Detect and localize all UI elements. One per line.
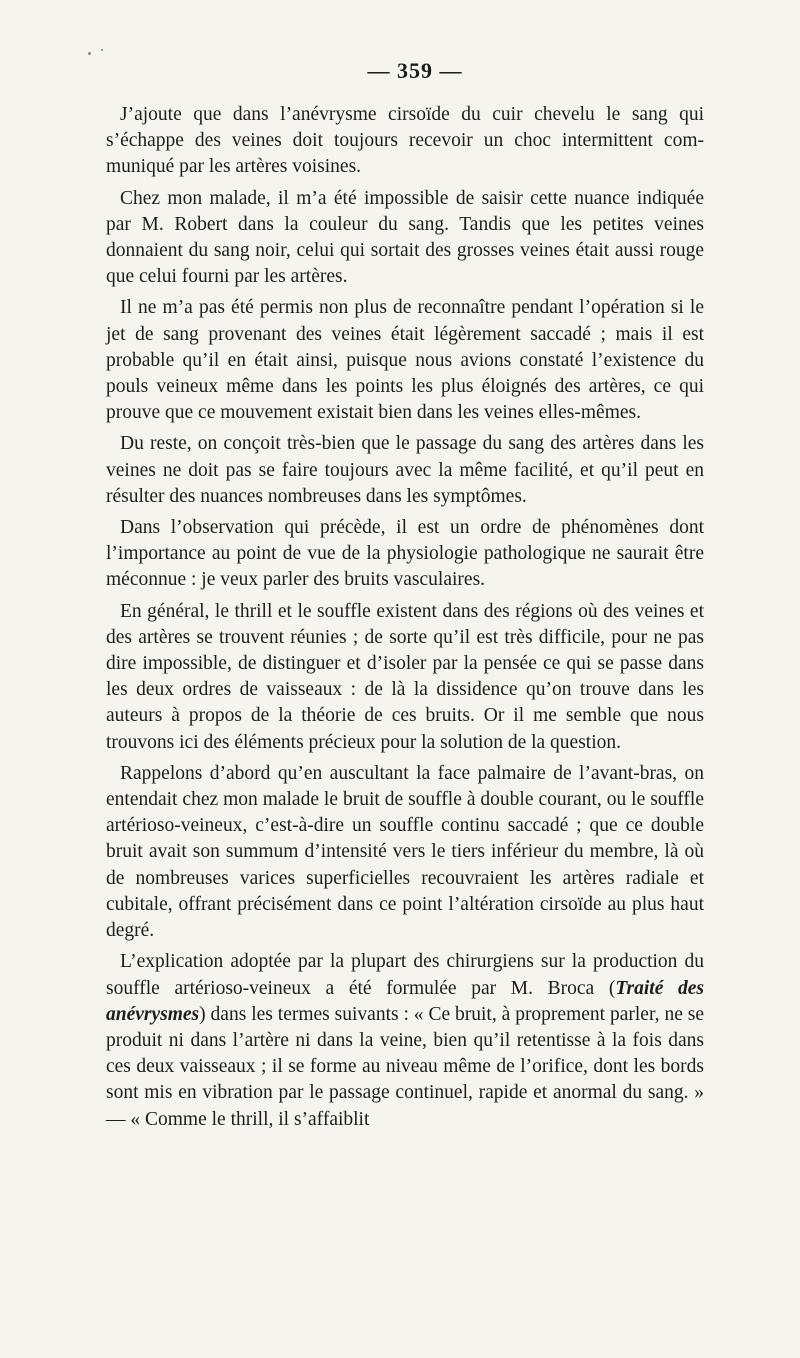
paragraph: Rappelons d’abord qu’en auscultant la face palmaire de l’avant-bras, on entendait chez mon malade le bruit de souffle à double courant, ou le souffle artérioso-veineux, c’est-à-dire un souffle continu saccadé ; que ce double bruit avait son summum d’intensité vers le tiers inférieur du membre, là où de nombreuses varices superficielles recouvraient les artères radiale et cubitale, offrant précisément dans ce point l’altération cirsoïde au plus haut degré. <box>106 762 704 942</box>
page-number: — 359 — <box>367 58 463 83</box>
paragraph: L’explication adoptée par la plupart des chirurgiens sur la production du souffle artérioso-veineux a été formulée par M. Broca (Traité des anévrysmes) dans les termes suivants : « Ce bruit, à proprement parler, ne se produit ni dans l’artère ni dans la veine, bien qu’il retentisse à la fois dans ces deux vaisseaux ; il se forme au niveau même de l’orifice, dont les bords sont mis en vibration par le passage continuel, rapide et anormal du sang. » — « Comme le thrill, il s’affaiblit <box>106 951 705 1130</box>
body-text <box>106 102 704 1133</box>
paragraph: Dans l’observation qui précède, il est un ordre de phénomènes dont l’importance au point de vue de la physiologie pathologique ne saurait être méconnue : je veux parler des bruits vasculaires. <box>106 517 704 591</box>
paragraph: Du reste, on conçoit très-bien que le passage du sang des artères dans les veines ne doit pas se faire toujours avec la même facilité, et qu’il peut en résulter des nuances nombreuses dans les symptômes. <box>106 433 704 507</box>
paragraph: Il ne m’a pas été permis non plus de reconnaître pendant l’opération si le jet de sang provenant des veines était légèrement saccadé ; mais il est probable qu’il en était ainsi, puisque nous avions constaté l’existence du pouls veineux même dans les points les plus éloignés des artères, ce qui prouve que ce mouvement existait bien dans les veines elles-mêmes. <box>106 297 704 424</box>
paragraph: En général, le thrill et le souffle existent dans des régions où des veines et des artères se trouvent réunies ; de sorte qu’il est très difficile, pour ne pas dire impossible, de distinguer et d’isoler par la pensée ce qui se passe dans les deux ordres de vaisseaux : de là la dissidence qu’on trouve dans les auteurs à propos de la théorie de ces bruits. Or il me semble que nous trouvons ici des éléments précieux pour la solution de la question. <box>106 600 704 753</box>
book-title: Traité des anévrysmes <box>106 977 705 1025</box>
ink-speck <box>101 49 103 51</box>
ink-speck <box>88 52 91 55</box>
paragraph: Chez mon malade, il m’a été impossible de saisir cette nuance indiquée par M. Robert dans la couleur du sang. Tandis que les petites veines donnaient du sang noir, celui qui sortait des grosses veines était aussi rouge que celui fourni par les artères. <box>106 187 704 288</box>
paragraph: J’ajoute que dans l’anévrysme cirsoïde du cuir chevelu le sang qui s’échappe des veines doit toujours recevoir un choc intermittent communiqué par les artères voisines. <box>106 104 704 178</box>
